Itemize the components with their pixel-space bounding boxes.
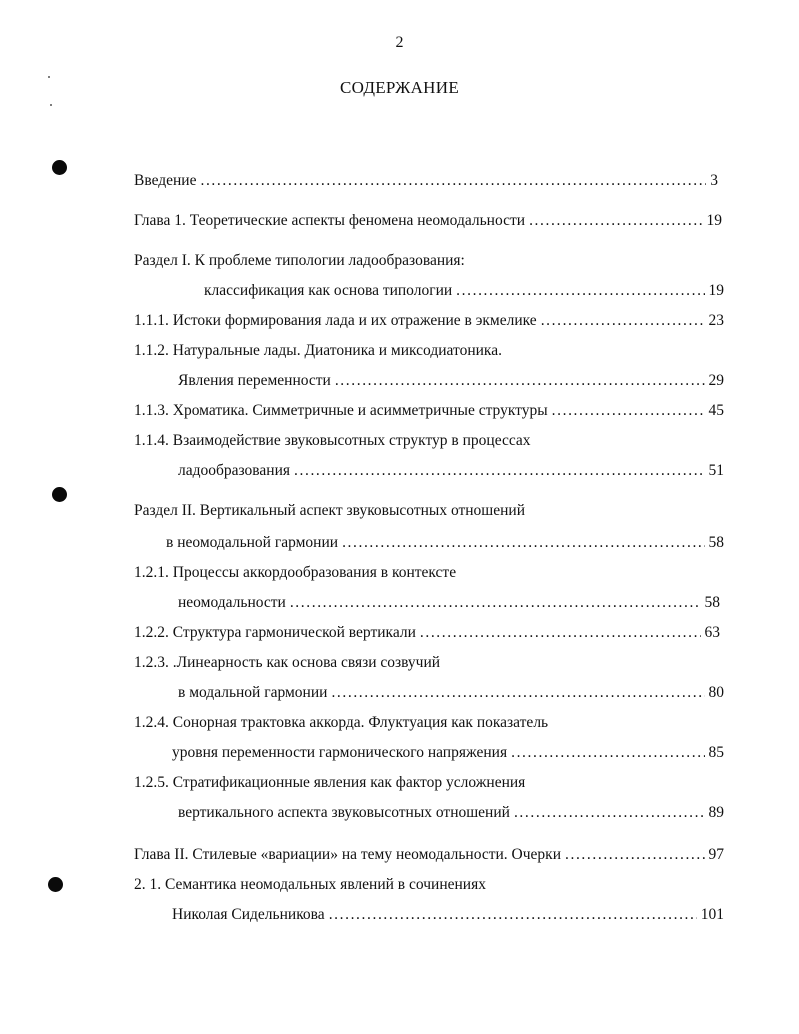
toc-leader-dots (529, 211, 702, 231)
toc-entry-text: Глава 1. Теоретические аспекты феномена неомодальности (134, 212, 526, 229)
toc-leader-dots (294, 461, 704, 481)
toc-page-number: 58 (708, 534, 724, 551)
toc-entry-text: Николая Сидельникова (172, 906, 325, 923)
toc-entry-2-1-line-1: 2. 1. Семантика неомодальных явлений в сочинениях (134, 876, 486, 893)
toc-entry-text: Явления переменности (178, 372, 331, 389)
toc-entry-text: 1.1.1. Истоки формирования лада и их отражение в экмелике (134, 312, 537, 329)
toc-entry-1-1-2-line-2 (178, 371, 724, 391)
toc-entry-1-2-4-line-1: 1.2.4. Сонорная трактовка аккорда. Флуктуация как показатель (134, 714, 549, 731)
toc-leader-dots (200, 171, 706, 191)
toc-entry-1-1-1 (134, 311, 724, 331)
binding-hole-2 (52, 487, 67, 502)
toc-entry-section-2-line-2 (166, 533, 724, 553)
toc-leader-dots (331, 683, 704, 703)
toc-page-number: 63 (704, 624, 720, 641)
toc-leader-dots (329, 905, 697, 925)
toc-entry-intro (134, 171, 718, 191)
toc-entry-text: в неомодальной гармонии (166, 534, 339, 551)
toc-entry-section-1-line-2 (204, 281, 724, 301)
toc-entry-text: 1.1.3. Хроматика. Симметричные и асимметричные структуры (134, 402, 548, 419)
toc-entry-1-2-5-line-1: 1.2.5. Стратификационные явления как фактор усложнения (134, 774, 526, 791)
toc-leader-dots (541, 311, 705, 331)
toc-leader-dots (552, 401, 705, 421)
toc-entry-1-1-4-line-2 (178, 461, 724, 481)
scan-speck-2 (50, 104, 52, 106)
toc-page-number: 3 (710, 172, 718, 189)
toc-entry-section-2-line-1: Раздел II. Вертикальный аспект звуковысотных отношений (134, 502, 526, 519)
toc-entry-text: Введение (134, 172, 197, 189)
toc-entry-text: ладообразования (178, 462, 291, 479)
toc-entry-1-1-2-line-1: 1.1.2. Натуральные лады. Диатоника и миксодиатоника. (134, 342, 502, 359)
toc-leader-dots (514, 803, 705, 823)
toc-page-number: 45 (708, 402, 724, 419)
toc-leader-dots (420, 623, 701, 643)
toc-page-number: 101 (700, 906, 724, 923)
toc-page-number: 80 (708, 684, 724, 701)
toc-entry-chapter-1 (134, 211, 722, 231)
toc-leader-dots (335, 371, 705, 391)
page-title: СОДЕРЖАНИЕ (339, 78, 460, 97)
toc-entry-1-2-1-line-1: 1.2.1. Процессы аккордообразования в контексте (134, 564, 457, 581)
toc-entry-text: в модальной гармонии (178, 684, 328, 701)
toc-entry-1-2-3-line-2 (178, 683, 724, 703)
toc-entry-text: Глава II. Стилевые «вариации» на тему неомодальности. Очерки (134, 846, 561, 863)
toc-page-number: 85 (708, 744, 724, 761)
toc-entry-1-1-3 (134, 401, 724, 421)
toc-page-number: 19 (708, 282, 724, 299)
page-number: 2 (395, 34, 404, 51)
toc-entry-1-2-1-line-2 (178, 593, 720, 613)
toc-leader-dots (290, 593, 701, 613)
toc-entry-2-1-line-2 (172, 905, 724, 925)
toc-leader-dots (456, 281, 704, 301)
toc-entry-1-2-2 (134, 623, 720, 643)
toc-page-number: 51 (708, 462, 724, 479)
toc-page-number: 23 (708, 312, 724, 329)
toc-page-number: 19 (706, 212, 722, 229)
binding-hole-3 (48, 877, 63, 892)
toc-entry-1-1-4-line-1: 1.1.4. Взаимодействие звуковысотных структур в процессах (134, 432, 531, 449)
toc-page-number: 97 (708, 846, 724, 863)
toc-leader-dots (511, 743, 704, 763)
toc-entry-1-2-4-line-2 (172, 743, 724, 763)
toc-entry-text: неомодальности (178, 594, 286, 611)
toc-entry-text: классификация как основа типологии (204, 282, 453, 299)
binding-hole-1 (52, 160, 67, 175)
toc-entry-section-1-line-1: Раздел I. К проблеме типологии ладообразования: (134, 252, 465, 269)
toc-leader-dots (565, 845, 705, 865)
toc-page-number: 58 (704, 594, 720, 611)
toc-page-number: 29 (708, 372, 724, 389)
toc-entry-1-2-5-line-2 (178, 803, 724, 823)
toc-entry-chapter-2 (134, 845, 724, 865)
toc-leader-dots (342, 533, 704, 553)
toc-page-number: 89 (708, 804, 724, 821)
toc-entry-1-2-3-line-1: 1.2.3. .Линеарность как основа связи созвучий (134, 654, 441, 671)
toc-entry-text: вертикального аспекта звуковысотных отношений (178, 804, 510, 821)
toc-entry-text: уровня переменности гармонического напряжения (172, 744, 508, 761)
toc-entry-text: 1.2.2. Структура гармонической вертикали (134, 624, 416, 641)
scan-speck-1 (48, 76, 50, 78)
